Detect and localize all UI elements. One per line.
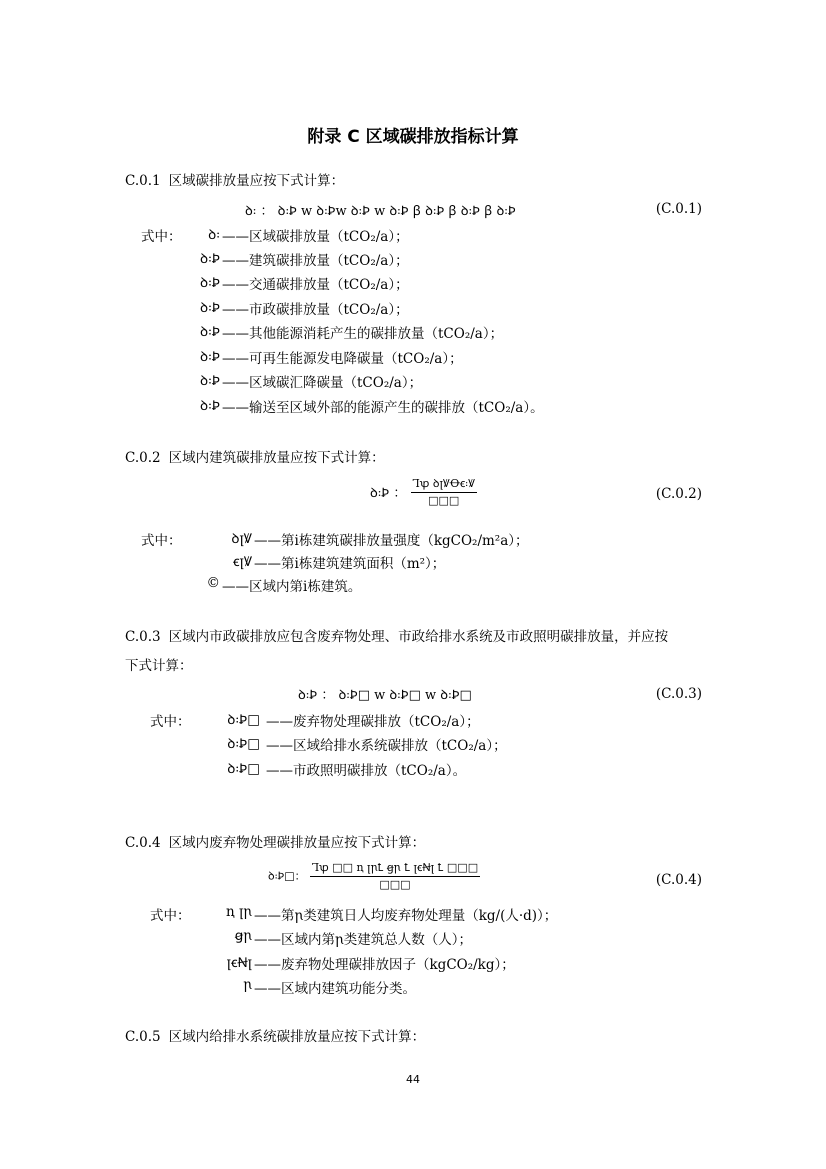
variable-symbol: ꝺꞁꝞ — [231, 531, 252, 547]
variable-symbol: ꞓꞁꝞ — [233, 554, 252, 570]
section-number: C.0.5 — [125, 1029, 161, 1045]
section-number: C.0.4 — [125, 835, 161, 851]
variable-description: ——区域给排水系统碳排放（tCO₂/a）； — [266, 738, 507, 754]
variable-symbol: ꝺ꞉Ꝧ□ — [227, 761, 260, 777]
fraction-numerator: Ꞁꝕ □□ ꞑ ꞁꞃꝈ ꞡꞃ Ꝉ ꞁꞓꞤꞁ Ꝉ □□□ — [310, 860, 480, 877]
equation-number: (C.0.4) — [655, 872, 702, 888]
section-text: 区域内市政碳排放应包含废弃物处理、市政给排水系统及市政照明碳排放量，并应按 — [168, 629, 669, 645]
variable-symbol: ꝺ꞉Ꝧ□ — [227, 712, 260, 728]
lead-label: 式中： — [150, 714, 191, 730]
variable-description: ——市政碳排放量（tCO₂/a）； — [222, 302, 409, 318]
variable-symbol: ꝺ꞉ — [208, 227, 220, 243]
fraction-numerator: Ꞁꝕ ꝺꞁꝞꝊꞓ꞉Ꝟ — [411, 476, 477, 493]
variable-symbol: ꝺ꞉Ꝧ — [200, 300, 220, 316]
variable-description: ——废弃物处理碳排放因子（kgCO₂/kg）； — [254, 957, 515, 973]
equation-number: (C.0.3) — [655, 686, 702, 702]
fraction-denominator: □□□ — [428, 494, 460, 507]
variable-description: ——区域碳排放量（tCO₂/a）； — [222, 229, 409, 245]
variable-symbol: ꝺ꞉Ꝧ — [200, 251, 220, 267]
variable-description: ——交通碳排放量（tCO₂/a）； — [222, 277, 409, 293]
variable-description: ——其他能源消耗产生的碳排放量（tCO₂/a）； — [222, 326, 504, 342]
formula-lhs: ꝺ꞉Ꝧ□： — [268, 869, 306, 883]
lead-label: 式中： — [141, 229, 182, 245]
section-text: 区域内给排水系统碳排放量应按下式计算： — [168, 1029, 426, 1045]
section-heading — [125, 446, 385, 466]
section-text: 区域碳排放量应按下式计算： — [168, 173, 345, 189]
section-number: C.0.1 — [125, 173, 161, 189]
variable-description: ——废弃物处理碳排放（tCO₂/a）； — [266, 714, 480, 730]
formula-lhs: ꝺ꞉Ꝧ ： — [370, 486, 407, 501]
section-number: C.0.2 — [125, 450, 161, 466]
lead-label: 式中： — [141, 533, 182, 549]
variable-symbol: ꝺ꞉Ꝧ — [200, 398, 220, 414]
variable-description: ——区域内第i栋建筑。 — [222, 579, 362, 595]
variable-symbol: ꝺ꞉Ꝧ□ — [227, 736, 260, 752]
section-number: C.0.3 — [125, 629, 161, 645]
variable-symbol: ꞑ ꞁꞃ — [226, 904, 252, 920]
page-number: 44 — [406, 1073, 420, 1086]
variable-description: ——区域内第ꞃ类建筑总人数（人）； — [254, 932, 472, 948]
variable-description: ——建筑碳排放量（tCO₂/a）； — [222, 253, 409, 269]
variable-description: ——第i栋建筑建筑面积（m²）； — [254, 556, 446, 572]
section-heading — [125, 625, 668, 645]
section-text-continued: 下式计算： — [125, 658, 193, 674]
section-text: 区域内建筑碳排放量应按下式计算： — [168, 450, 385, 466]
formula: ꝺ꞉Ꝧ ： ꝺ꞉Ꝧ□ w ꝺ꞉Ꝧ□ w ꝺ꞉Ꝧ□ — [298, 688, 472, 703]
lead-label: 式中： — [150, 908, 191, 924]
variable-symbol: ꝺ꞉Ꝧ — [200, 349, 220, 365]
variable-symbol: ꞁꞓꞤꞁ — [226, 955, 252, 971]
formula: ꝺ꞉ ： ꝺ꞉Ꝧ w ꝺ꞉Ꝧw ꝺ꞉Ꝧ w ꝺ꞉Ꝧ ꞵ ꝺ꞉Ꝧ ꞵ ꝺ꞉Ꝧ ꞵ ꝺ꞉Ꝧ — [245, 204, 516, 219]
fraction-denominator: □□□ — [379, 878, 411, 891]
variable-symbol: ꝺ꞉Ꝧ — [200, 373, 220, 389]
variable-description: ——第ꞃ类建筑日人均废弃物处理量（kg/(人·d)）； — [254, 908, 558, 924]
variable-description: ——可再生能源发电降碳量（tCO₂/a）； — [222, 351, 463, 367]
variable-description: ——市政照明碳排放（tCO₂/a）。 — [266, 763, 467, 779]
variable-description: ——区域内建筑功能分类。 — [254, 981, 416, 997]
section-heading — [125, 831, 425, 851]
variable-symbol: ꝺ꞉Ꝧ — [200, 324, 220, 340]
variable-symbol: ꞃ — [243, 977, 252, 993]
page-title: 附录 C 区域碳排放指标计算 — [307, 127, 519, 147]
equation-number: (C.0.2) — [655, 486, 702, 502]
section-heading — [125, 169, 344, 189]
variable-description: ——输送至区域外部的能源产生的碳排放（tCO₂/a）。 — [222, 400, 544, 416]
equation-number: (C.0.1) — [655, 201, 702, 217]
variable-description: ——区域碳汇降碳量（tCO₂/a）； — [222, 375, 423, 391]
section-text: 区域内废弃物处理碳排放量应按下式计算： — [168, 835, 426, 851]
variable-symbol: © — [206, 575, 220, 591]
variable-description: ——第i栋建筑碳排放量强度（kgCO₂/m²a）； — [254, 533, 529, 549]
section-heading — [125, 1025, 425, 1045]
variable-symbol: ꞡꞃ — [234, 928, 252, 944]
variable-symbol: ꝺ꞉Ꝧ — [200, 275, 220, 291]
